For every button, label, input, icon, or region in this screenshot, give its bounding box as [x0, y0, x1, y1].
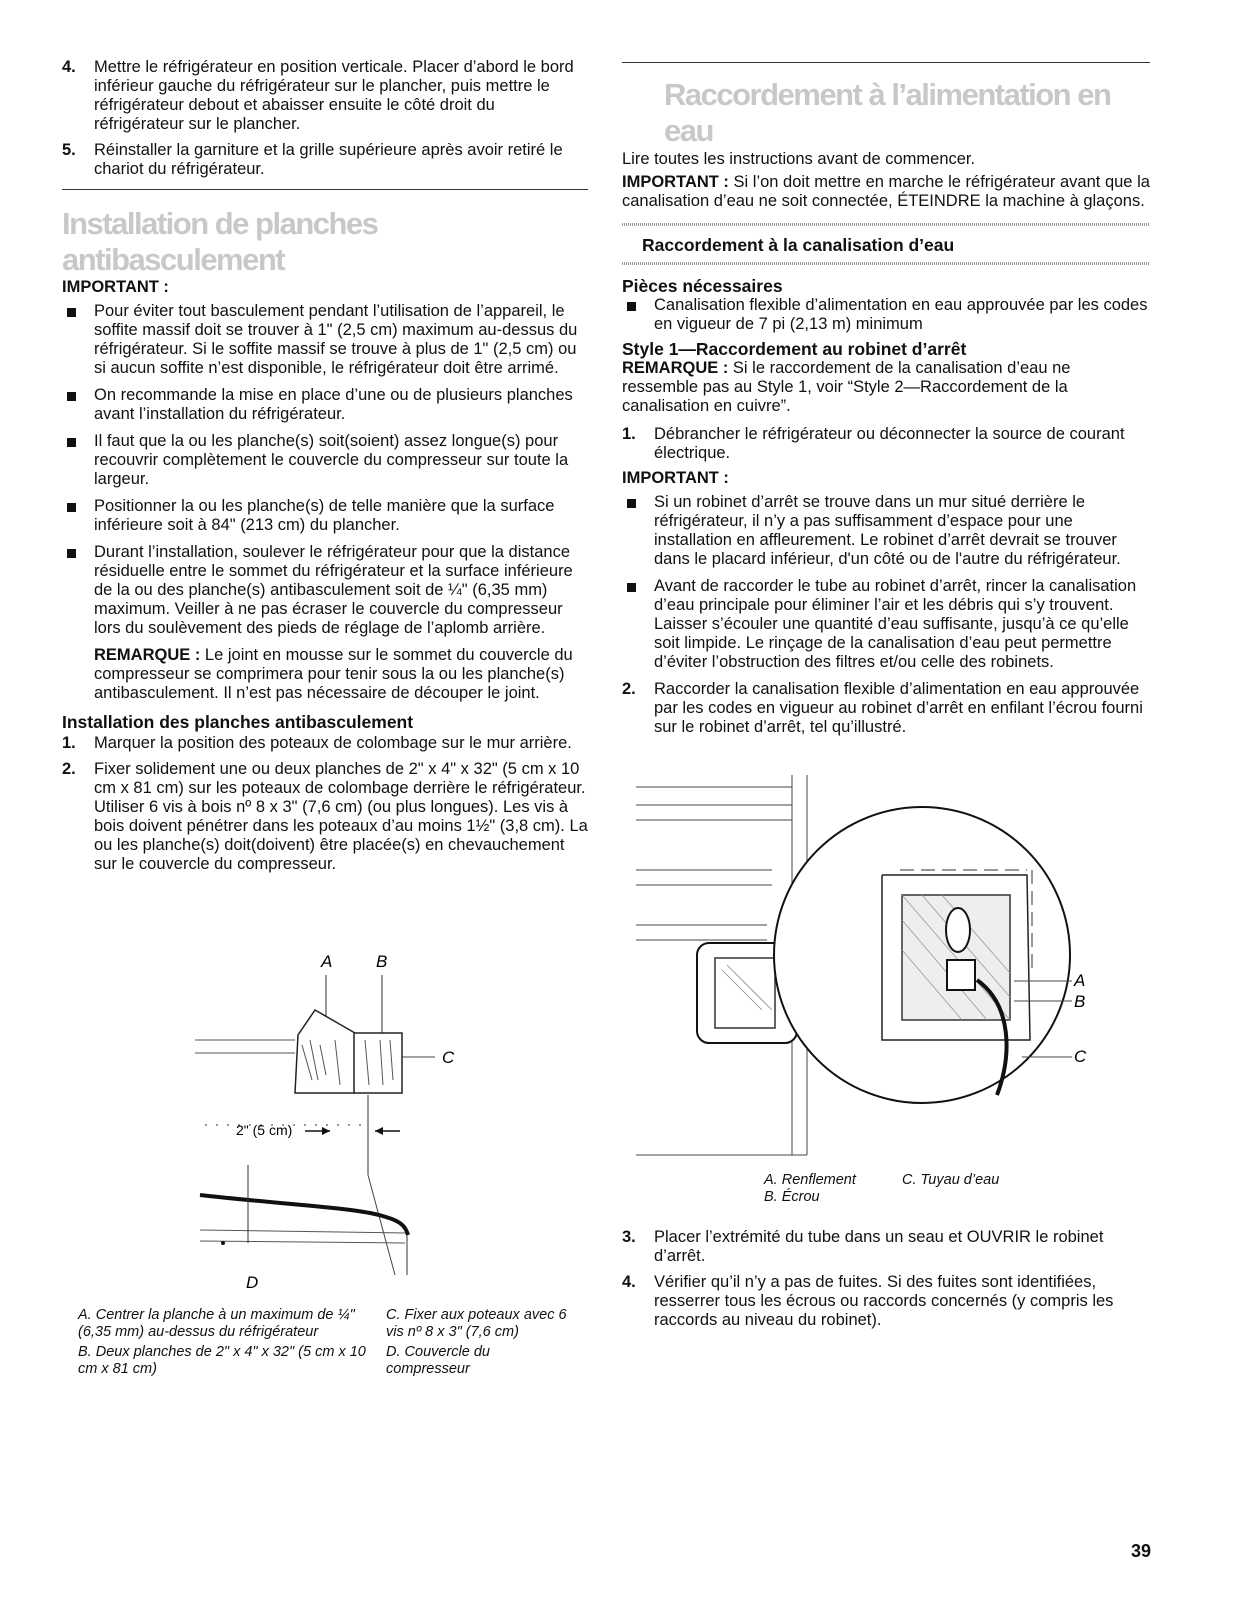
subhead-installation: Installation des planches antibasculement — [62, 712, 414, 732]
bullet-icon — [67, 392, 76, 401]
label-c: C — [442, 1048, 455, 1067]
right-steps-bottom — [622, 1228, 1150, 1337]
important-label: IMPORTANT : — [62, 278, 169, 296]
section-title-water: Raccordement à l’alimentation en eau — [664, 77, 1111, 148]
bullet-icon — [67, 549, 76, 558]
caption-b: B. Écrou — [764, 1189, 820, 1205]
antitip-board-figure — [190, 945, 470, 1290]
bullet-icon — [67, 308, 76, 317]
label-a: A — [321, 952, 333, 971]
bullet-icon — [67, 438, 76, 447]
left-column — [62, 0, 588, 881]
shutoff-valve-figure — [632, 775, 1112, 1160]
list-item: Il faut que la ou les planche(s) soit(soient) assez longue(s) pour recouvrir complètement le couvercle du compresseur sur toute la largeur. — [62, 432, 588, 489]
remarque: REMARQUE : Si le raccordement de la canalisation d’eau ne ressemble pas au Style 1, voir “Style 2—Raccordement de la canalisation en cuivre”. — [622, 359, 1071, 415]
right-column — [622, 0, 1150, 744]
label-b: B — [1074, 992, 1086, 1011]
step-4-text: Mettre le réfrigérateur en position verticale. Placer d’abord le bord inférieur gauche du réfrigérateur sur le plancher, puis mettre le réfrigérateur debout et abaisser ensuite le côté droit du réfrigérateur sur le plancher. — [94, 58, 574, 133]
caption-b: B. Deux planches de 2" x 4" x 32" (5 cm x 10 cm x 81 cm) — [78, 1344, 366, 1377]
page-number: 39 — [1130, 1541, 1151, 1561]
banner-title: Raccordement à la canalisation d’eau — [642, 235, 955, 255]
label-a: A — [1074, 971, 1086, 990]
pieces-heading: Pièces nécessaires — [622, 276, 783, 296]
caption-d: D. Couvercle du compresseur — [386, 1344, 490, 1377]
step-4: 4. Vérifier qu’il n’y a pas de fuites. Si des fuites sont identifiées, resserrer tous les écrous ou raccords concernés (y compris les raccords au niveau du robinet). — [622, 1273, 1114, 1329]
list-item: Si un robinet d’arrêt se trouve dans un mur situé derrière le réfrigérateur, il n’y a pas suffisamment d’espace pour une installation en affleurement. Le robinet d’arrêt devrait se trouver dans le placard inférieur, d'un côté ou de l'autre du réfrigérateur. — [622, 493, 1150, 569]
list-item: On recommande la mise en place d’une ou de plusieurs planches avant l’installation du réfrigérateur. — [62, 386, 588, 424]
step-2: 2. Raccorder la canalisation flexible d’alimentation en eau approuvée par les codes en vigueur au robinet d’arrêt en enfilant l’écrou fourni sur le robinet d’arrêt, tel qu’illustré. — [622, 680, 1143, 736]
label-c: C — [1074, 1047, 1087, 1066]
caption-c: C. Tuyau d’eau — [902, 1172, 1000, 1188]
caption-c: C. Fixer aux poteaux avec 6 vis nº 8 x 3" (7,6 cm) D. Couvercle du compresseur — [386, 1307, 576, 1378]
list-item: Avant de raccorder le tube au robinet d’arrêt, rincer la canalisation d’eau principale pour éliminer l’air et les débris qui s’y trouvent. Laisser s’écouler une quantité d’eau suffisante, jusqu’à ce qu’elle soit limpide. Le rinçage de la canalisation d’eau peut permettre d’éviter l’obstruction des filtres et/ou celle des robinets. — [622, 577, 1150, 672]
list-item: Canalisation flexible d’alimentation en eau approuvée par les codes en vigueur de 7 pi (2,13 m) minimum — [622, 296, 1150, 334]
step-1: 1. Débrancher le réfrigérateur ou déconnecter la source de courant électrique. — [622, 425, 1125, 462]
bullet-icon — [67, 503, 76, 512]
list-item: Durant l’installation, soulever le réfrigérateur pour que la distance résiduelle entre le sommet du réfrigérateur et la surface inférieure de la ou des planche(s) antibasculement soit de ¼" (6,35 mm) maximum. Veiller à ne pas écraser le couvercle du compresseur lors du soulèvement des pieds de réglage de l’aplomb arrière. — [62, 543, 588, 638]
remarque: REMARQUE : Le joint en mousse sur le sommet du couvercle du compresseur se comprimera pour tenir sous la ou les planche(s) antibasculement. Il n’est pas nécessaire de découper le joint. — [94, 646, 573, 702]
label-b: B — [376, 952, 388, 971]
label-d: D — [246, 1273, 259, 1290]
step-4: 4. Mettre le réfrigérateur en position verticale. Placer d’abord le bord inférieur gauche du réfrigérateur sur le plancher, puis mettre le réfrigérateur debout et abaisser ensuite le côté droit du réfrigérateur sur le plancher. — [62, 58, 588, 134]
intro-text: Lire toutes les instructions avant de commencer. — [622, 150, 976, 168]
bullet-icon — [627, 583, 636, 592]
important-label: IMPORTANT : — [622, 469, 729, 487]
step-5-text: Réinstaller la garniture et la grille supérieure après avoir retiré le chariot du réfrigérateur. — [94, 141, 563, 178]
bullet-icon — [627, 499, 636, 508]
top-rule — [622, 62, 1150, 63]
dimension-label: 2" (5 cm) — [236, 1122, 293, 1138]
important-note: IMPORTANT : Si l’on doit mettre en marche le réfrigérateur avant que la canalisation d’eau ne soit connectée, ÉTEINDRE la machine à glaçons. — [622, 173, 1150, 210]
step-3: 3. Placer l’extrémité du tube dans un seau et OUVRIR le robinet d’arrêt. — [622, 1228, 1104, 1265]
step-1: 1. Marquer la position des poteaux de colombage sur le mur arrière. — [62, 734, 572, 752]
style-heading: Style 1—Raccordement au robinet d’arrêt — [622, 339, 967, 359]
divider — [62, 189, 588, 190]
step-2: 2. Fixer solidement une ou deux planches de 2" x 4" x 32" (5 cm x 10 cm x 81 cm) sur les poteaux de colombage derrière le réfrigérateur. Utiliser 6 vis à bois nº 8 x 3" (7,6 cm) (ou plus longues). Les vis à bois doivent pénétrer dans les poteaux d’au moins 1½" (3,8 cm). La ou les planche(s) doit(doivent) être placée(s) en chevauchement sur le couvercle du compresseur. — [62, 760, 588, 873]
caption-a: A. Centrer la planche à un maximum de ¼" (6,35 mm) au-dessus du réfrigérateur B. Deux planches de 2" x 4" x 32" (5 cm x 10 cm x 81 cm) — [78, 1307, 378, 1378]
step-5: 5. Réinstaller la garniture et la grille supérieure après avoir retiré le chariot du réfrigérateur. — [62, 141, 588, 179]
caption-a: A. Renflement B. Écrou — [764, 1172, 856, 1205]
section-title-antibasculement: Installation de planches antibasculement — [62, 206, 378, 277]
bullet-icon — [627, 302, 636, 311]
list-item: Pour éviter tout basculement pendant l’utilisation de l’appareil, le soffite massif doit se trouver à 1" (2,5 cm) maximum au-dessus du réfrigérateur. Si le soffite massif se trouve à plus de 1" (2,5 cm) ou si aucun soffite n’est disponible, le réfrigérateur doit être arrimé. — [62, 302, 588, 378]
list-item: Positionner la ou les planche(s) de telle manière que la surface inférieure soit à 84" (213 cm) du plancher. — [62, 497, 588, 535]
